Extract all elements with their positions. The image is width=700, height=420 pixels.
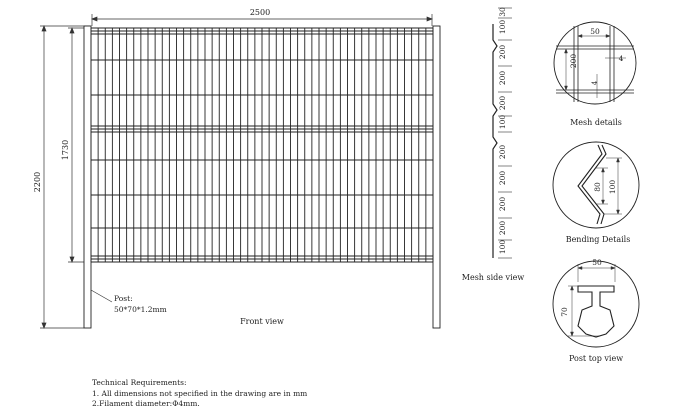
bend-outer-label: 100 bbox=[608, 179, 617, 195]
mesh-width-label: 50 bbox=[590, 27, 600, 36]
post-top-view-caption: Post top view bbox=[568, 354, 624, 363]
technical-requirements bbox=[92, 378, 307, 410]
front-view-caption: Front view bbox=[240, 317, 284, 326]
mesh-side-view bbox=[462, 7, 525, 282]
post-leader-line bbox=[91, 290, 112, 302]
technical-requirements-title: Technical Requirements: bbox=[92, 378, 187, 387]
mesh-panel bbox=[91, 28, 433, 262]
post-top-view bbox=[553, 258, 639, 363]
bending-details-caption: Bending Details bbox=[565, 235, 631, 244]
bend-inner-label: 80 bbox=[593, 182, 602, 192]
post-size-label: 50*70*1.2mm bbox=[114, 305, 167, 314]
post-top-width-label: 50 bbox=[592, 258, 602, 267]
side-dimension-label: 100 bbox=[498, 239, 507, 255]
total-height-dimension bbox=[40, 26, 90, 328]
wire-dim-b-label: 4 bbox=[591, 80, 599, 86]
left-post bbox=[84, 26, 91, 328]
side-dimension-label: 30 bbox=[498, 7, 507, 17]
mesh-detail-wires bbox=[556, 26, 634, 102]
mesh-height-label: 1730 bbox=[61, 139, 70, 161]
wire-dim-a-label: 4 bbox=[618, 54, 624, 63]
total-height-label: 2200 bbox=[33, 171, 42, 193]
width-dimension-label: 2500 bbox=[249, 8, 271, 17]
right-post bbox=[433, 26, 440, 328]
side-view-caption: Mesh side view bbox=[461, 273, 525, 282]
side-dimension-label: 100 bbox=[498, 19, 507, 35]
side-profile-wire bbox=[493, 24, 497, 258]
side-dimension-label: 200 bbox=[498, 220, 507, 236]
technical-requirement-1: 1. All dimensions not specified in the drawing are in mm bbox=[92, 388, 308, 398]
side-dimension-label: 200 bbox=[498, 196, 507, 212]
side-dimension-label: 200 bbox=[498, 44, 507, 60]
side-dimension-labels bbox=[498, 7, 507, 254]
side-dimension-label: 200 bbox=[498, 70, 507, 86]
bending-details bbox=[553, 142, 639, 244]
side-dimension-label: 200 bbox=[498, 144, 507, 160]
side-dimension-label: 100 bbox=[498, 114, 507, 130]
post-profile bbox=[578, 286, 614, 337]
mesh-details bbox=[554, 22, 636, 127]
side-dimension-label: 200 bbox=[498, 170, 507, 186]
mesh-details-caption: Mesh details bbox=[570, 118, 622, 127]
technical-requirement-2: 2.Filament diameter:Φ4mm. bbox=[92, 399, 200, 408]
front-view bbox=[33, 8, 440, 328]
post-label: Post: bbox=[114, 294, 133, 303]
mesh-height-detail-label: 200 bbox=[569, 53, 578, 69]
side-dimension-label: 200 bbox=[498, 95, 507, 111]
post-top-circle bbox=[553, 261, 639, 347]
post-top-depth-label: 70 bbox=[560, 307, 569, 317]
